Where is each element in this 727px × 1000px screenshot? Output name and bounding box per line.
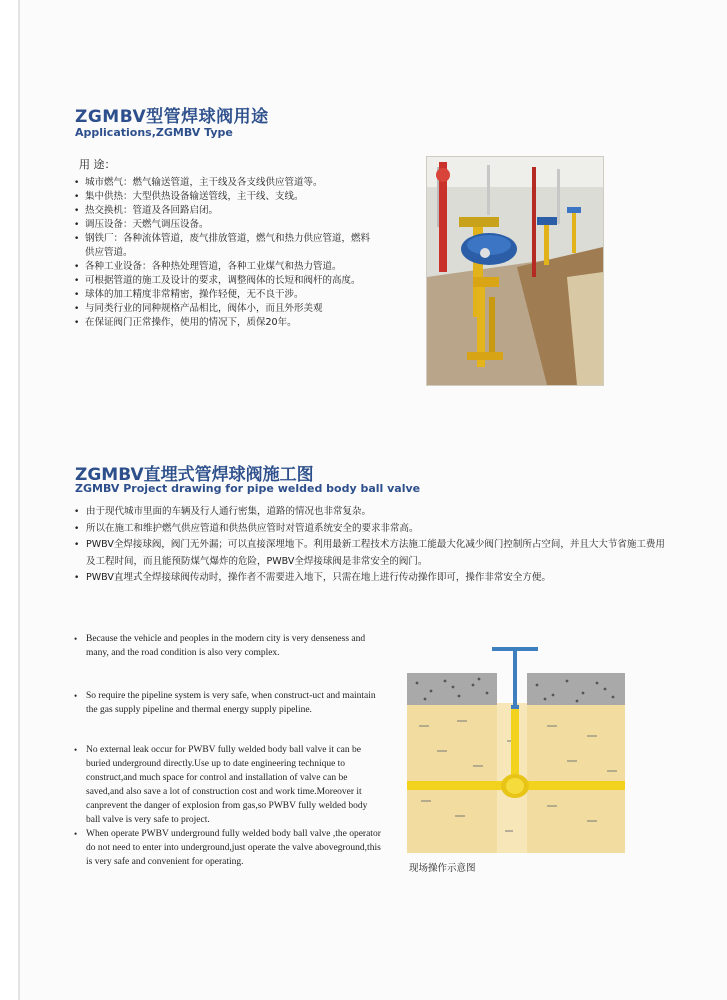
list-item: • 钢铁厂：各种流体管道，废气排放管道，燃气和热力供应管道，燃料供应管道。	[74, 232, 374, 260]
list-item: • 球体的加工精度非常精密，操作轻便，无不良干涉。	[74, 288, 374, 302]
project-list-cn	[74, 504, 674, 587]
paragraph-en: • No external leak occur for PWBV fully welded body ball valve it can be buried underground directly.Use up to date engineering technique to construct,and much space for control and installation of valve can be saved,and also save a lot of construction cost and work time.Moreover it canprevent the danger of explosion from gas,so PWBV fully welded body ball valve is very safe to project.	[74, 743, 381, 827]
list-item: • 在保证阀门正常操作，使用的情况下，质保20年。	[74, 316, 374, 330]
applications-list	[74, 176, 374, 330]
list-item: • PWBV全焊接球阀，阀门无外漏；可以直接深埋地下。利用最新工程技术方法施工能最大化减少阀门控制所占空间，并且大大节省施工费用及工程时间，而且能预防煤气爆炸的危险，PWBV全焊接球阀是非常安全的阀门。	[74, 537, 674, 570]
section2-title-cn: ZGMBV直埋式管焊球阀施工图	[75, 465, 314, 485]
use-label: 用 途：	[79, 158, 116, 171]
paragraph-en: • Because the vehicle and peoples in the modern city is very denseness and many, and the road condition is also very complex.	[74, 632, 381, 660]
list-item: • 城市燃气：燃气输送管道，主干线及各支线供应管道等。	[74, 176, 374, 190]
list-item: • 所以在施工和维护燃气供应管道和供热供应管时对管道系统安全的要求非常高。	[74, 521, 674, 538]
section1-title-en: Applications,ZGMBV Type	[75, 126, 233, 139]
list-item: • 热交换机：管道及各回路启闭。	[74, 204, 374, 218]
section1-title-cn: ZGMBV型管焊球阀用途	[75, 107, 269, 127]
paragraph-en: • When operate PWBV underground fully welded body ball valve ,the operator do not need to enter into underground,just operate the valve aboveground,this is very safe and convenient for operating.	[74, 827, 381, 869]
section2-title-en: ZGMBV Project drawing for pipe welded body ball valve	[75, 482, 421, 495]
list-item: • 可根据管道的施工及设计的要求，调整阀体的长短和阀杆的高度。	[74, 274, 374, 288]
paragraph-en: • So require the pipeline system is very safe, when construct-uct and maintain the gas supply pipeline and thermal energy supply pipeline.	[74, 689, 381, 717]
list-item: • PWBV直埋式全焊接球阀传动时，操作者不需要进入地下，只需在地上进行传动操作即可，操作非常安全方便。	[74, 570, 674, 587]
list-item: • 各种工业设备：各种热处理管道，各种工业煤气和热力管道。	[74, 260, 374, 274]
installation-photo-illustration	[427, 157, 603, 385]
valve-cross-section	[407, 641, 625, 853]
list-item: • 与同类行业的同种规格产品相比，阀体小，而且外形美观	[74, 302, 374, 316]
list-item: • 调压设备：天燃气调压设备。	[74, 218, 374, 232]
construction-diagram	[407, 641, 625, 853]
list-item: • 由于现代城市里面的车辆及行人通行密集，道路的情况也非常复杂。	[74, 504, 674, 521]
diagram-caption: 现场操作示意图	[409, 863, 476, 874]
installation-photo	[426, 156, 604, 386]
list-item: • 集中供热：大型供热设备输送管线，主干线、支线。	[74, 190, 374, 204]
